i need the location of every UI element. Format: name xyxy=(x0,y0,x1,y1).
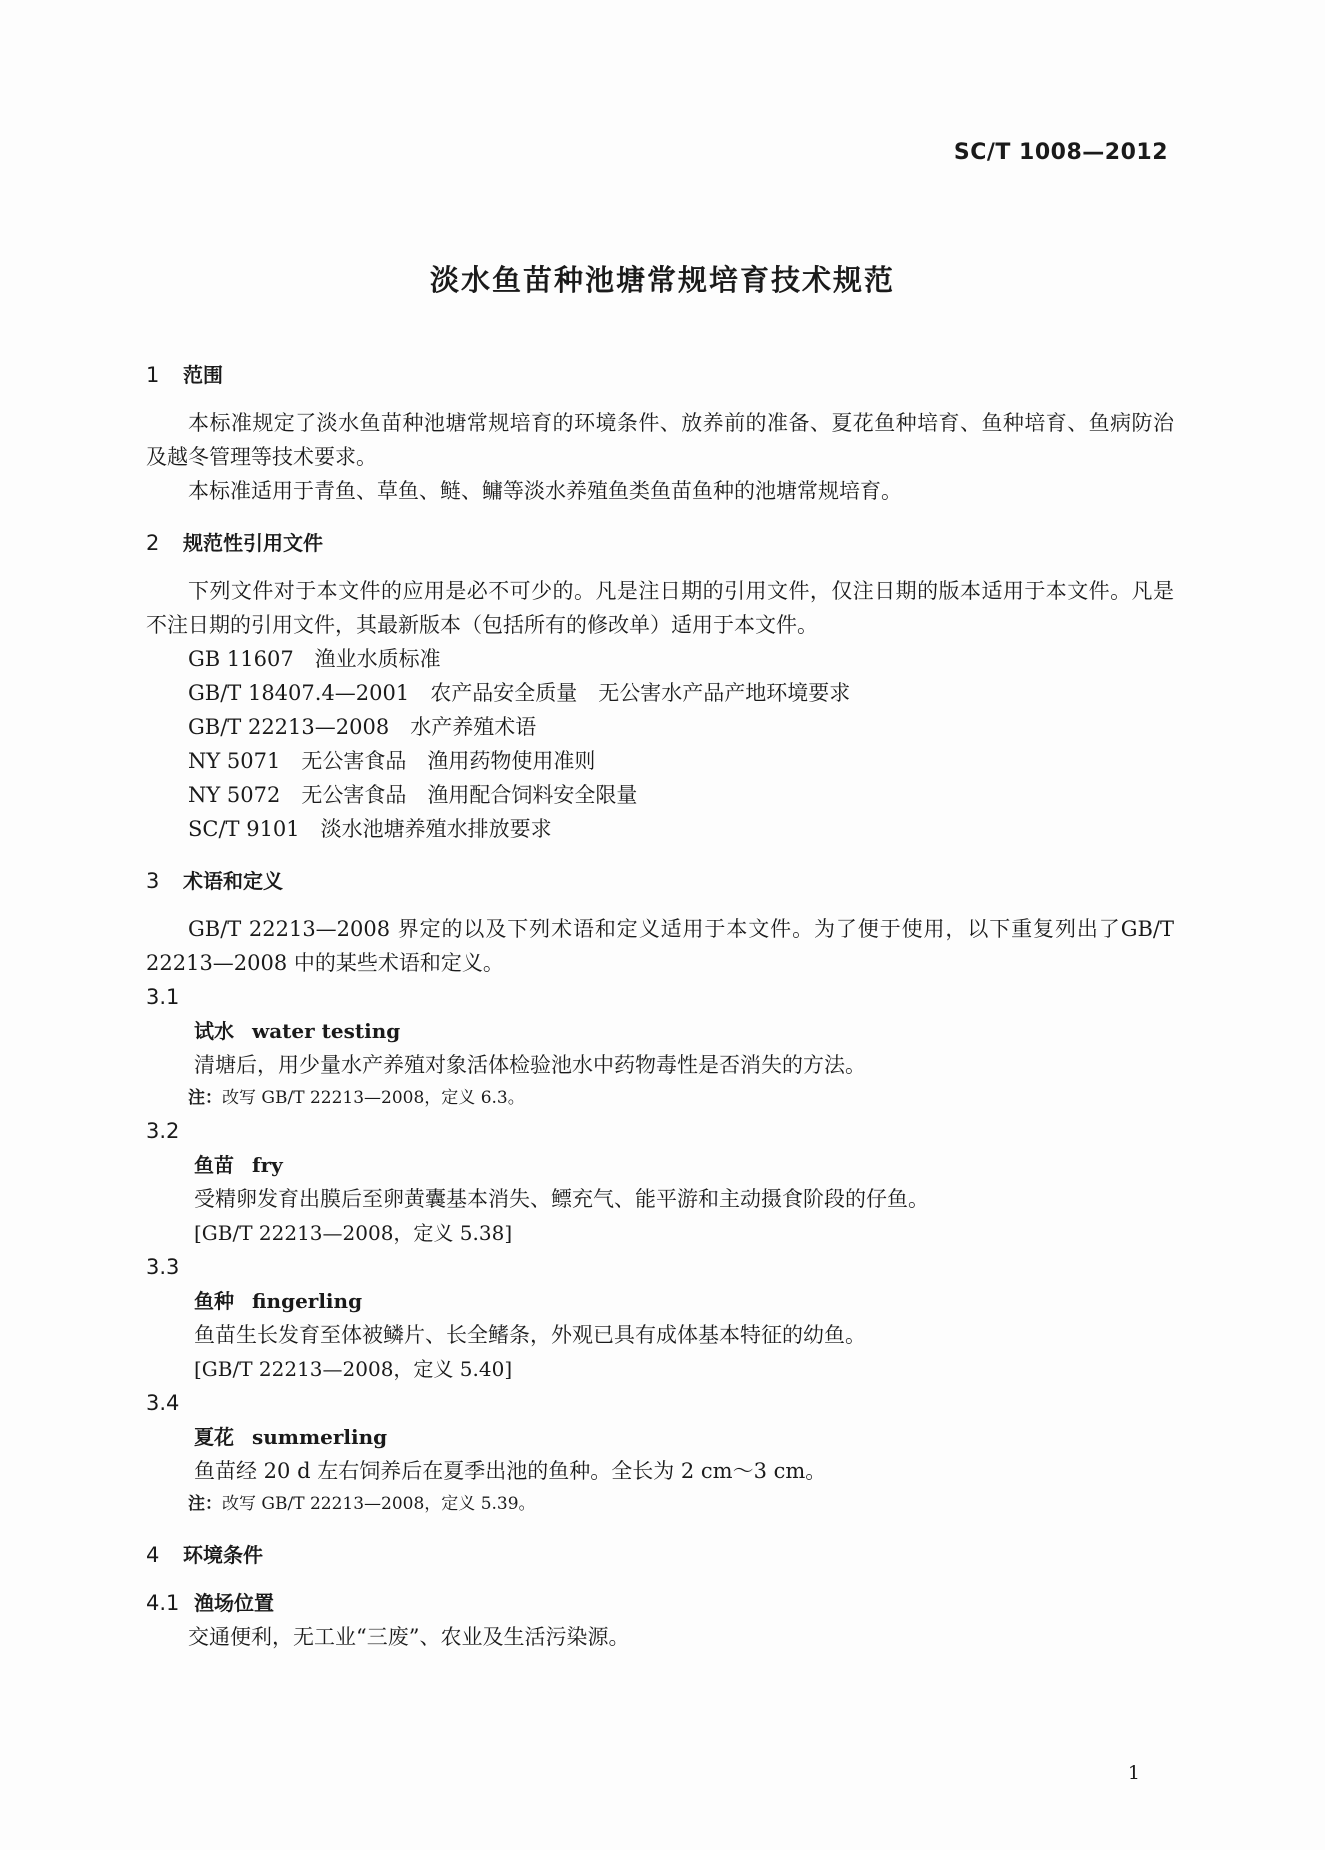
term-definition: 鱼苗生长发育至体被鳞片、长全鳍条，外观已具有成体基本特征的幼鱼。 xyxy=(194,1323,866,1347)
paragraph: 本标准规定了淡水鱼苗种池塘常规培育的环境条件、放养前的准备、夏花鱼种培育、鱼种培育、鱼病防治及越冬管理等技术要求。 xyxy=(146,411,1174,469)
section-1-heading xyxy=(146,358,1174,392)
term-zh: 鱼苗 xyxy=(194,1153,234,1177)
paragraph: 下列文件对于本文件的应用是必不可少的。凡是注日期的引用文件，仅注日期的版本适用于本文件。凡是不注日期的引用文件，其最新版本（包括所有的修改单）适用于本文件。 xyxy=(146,579,1174,637)
term-heading xyxy=(146,1420,1174,1454)
paragraph: 交通便利，无工业“三废”、农业及生活污染源。 xyxy=(188,1625,630,1649)
document-title: 淡水鱼苗种池塘常规培育技术规范 xyxy=(429,263,895,297)
document-body xyxy=(146,358,1174,1654)
term-definition: 受精卵发育出膜后至卵黄囊基本消失、鳔充气、能平游和主动摄食阶段的仔鱼。 xyxy=(194,1187,929,1211)
section-number: 3 xyxy=(146,869,160,893)
subsection-4-1-heading xyxy=(146,1586,1174,1620)
subsection-number: 4.1 xyxy=(146,1591,180,1615)
note-text: 改写 GB/T 22213—2008，定义 6.3。 xyxy=(222,1088,525,1108)
term-en: fry xyxy=(252,1153,283,1177)
term-en: fingerling xyxy=(252,1289,363,1313)
term-heading xyxy=(146,1014,1174,1048)
term-number: 3.1 xyxy=(146,985,180,1009)
term-zh: 鱼种 xyxy=(194,1289,234,1313)
paragraph: 本标准适用于青鱼、草鱼、鲢、鳙等淡水养殖鱼类鱼苗鱼种的池塘常规培育。 xyxy=(188,479,902,503)
section-number: 1 xyxy=(146,363,160,387)
reference-item: GB 11607 渔业水质标准 xyxy=(188,647,441,671)
term-heading xyxy=(146,1284,1174,1318)
term-en: water testing xyxy=(252,1019,401,1043)
term-source: [GB/T 22213—2008，定义 5.38] xyxy=(194,1221,513,1245)
note-label: 注： xyxy=(188,1088,222,1108)
note-text: 改写 GB/T 22213—2008，定义 5.39。 xyxy=(222,1494,536,1514)
reference-item: GB/T 22213—2008 水产养殖术语 xyxy=(188,715,537,739)
term-number: 3.4 xyxy=(146,1391,180,1415)
term-definition: 鱼苗经 20 d 左右饲养后在夏季出池的鱼种。全长为 2 cm～3 cm。 xyxy=(194,1459,827,1483)
reference-item: NY 5071 无公害食品 渔用药物使用准则 xyxy=(188,749,596,773)
reference-item: SC/T 9101 淡水池塘养殖水排放要求 xyxy=(188,817,552,841)
term-note xyxy=(146,1082,1174,1114)
section-3-heading xyxy=(146,864,1174,898)
term-zh: 夏花 xyxy=(194,1425,234,1449)
section-number: 2 xyxy=(146,531,160,555)
subsection-title: 渔场位置 xyxy=(194,1591,274,1615)
section-number: 4 xyxy=(146,1543,160,1567)
section-4-heading xyxy=(146,1538,1174,1572)
section-title: 环境条件 xyxy=(183,1543,263,1567)
section-title: 术语和定义 xyxy=(183,869,283,893)
page-number: 1 xyxy=(1127,1762,1140,1784)
term-en: summerling xyxy=(252,1425,388,1449)
term-zh: 试水 xyxy=(194,1019,234,1043)
section-2-heading xyxy=(146,526,1174,560)
paragraph: GB/T 22213—2008 界定的以及下列术语和定义适用于本文件。为了便于使用，以下重复列出了GB/T 22213—2008 中的某些术语和定义。 xyxy=(146,917,1174,975)
section-title: 规范性引用文件 xyxy=(183,531,323,555)
reference-item: GB/T 18407.4—2001 农产品安全质量 无公害水产品产地环境要求 xyxy=(188,681,851,705)
standard-code: SC/T 1008—2012 xyxy=(953,140,1168,165)
term-source: [GB/T 22213—2008，定义 5.40] xyxy=(194,1357,513,1381)
term-number: 3.2 xyxy=(146,1119,180,1143)
term-definition: 清塘后，用少量水产养殖对象活体检验池水中药物毒性是否消失的方法。 xyxy=(194,1053,866,1077)
term-note xyxy=(146,1488,1174,1520)
note-label: 注： xyxy=(188,1494,222,1514)
term-number: 3.3 xyxy=(146,1255,180,1279)
term-heading xyxy=(146,1148,1174,1182)
section-title: 范围 xyxy=(183,363,223,387)
reference-item: NY 5072 无公害食品 渔用配合饲料安全限量 xyxy=(188,783,638,807)
